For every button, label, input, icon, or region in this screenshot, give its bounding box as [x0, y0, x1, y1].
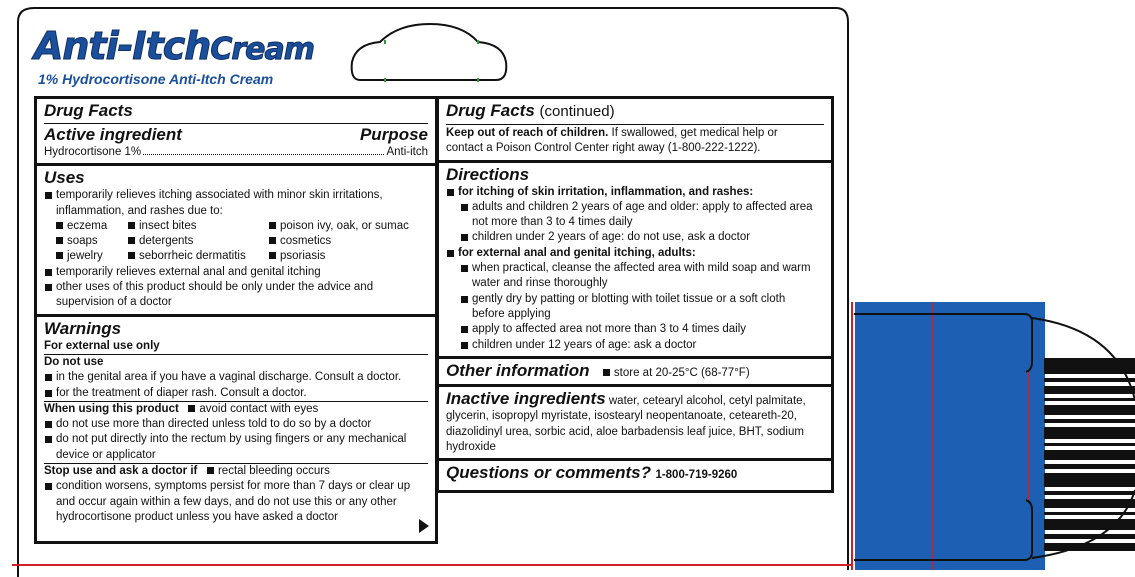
direction-group: for external anal and genital itching, adults: [446, 246, 824, 261]
uses-section [37, 166, 435, 316]
inactive-ingredients-heading: Inactive ingredients [446, 389, 606, 409]
brand-title-cream: Cream [210, 32, 314, 67]
warnings-heading: Warnings [44, 318, 122, 338]
direction-item: children under 2 years of age: do not use, ask a doctor [460, 230, 824, 245]
hang-tab-hole [352, 24, 507, 80]
barcode-icon [1044, 352, 1135, 558]
active-ingredient-section [37, 99, 435, 166]
directions-heading: Directions [446, 164, 530, 184]
drug-facts-panel-left [34, 96, 438, 544]
drug-facts-heading: Drug Facts [44, 101, 133, 120]
other-information-heading: Other information [446, 360, 590, 380]
condition: cosmetics [269, 234, 419, 249]
direction-group: for itching of skin irritation, inflammation, and rashes: [446, 185, 824, 200]
condition: seborrheic dermatitis [128, 249, 269, 264]
ingredient-purpose: Anti-itch [386, 146, 428, 158]
condition: eczema [56, 219, 128, 234]
drug-facts-panel-right [436, 96, 834, 493]
drug-facts-continued-heading: Drug Facts (continued) [446, 101, 615, 120]
condition: detergents [128, 234, 269, 249]
when-using-row: When using this product avoid contact with eyes [44, 402, 319, 415]
storage-text: store at 20-25°C (68-77°F) [613, 366, 750, 379]
keep-out-section [439, 99, 831, 163]
conditions-list [44, 219, 428, 265]
questions-heading: Questions or comments? [446, 463, 651, 483]
condition: psoriasis [269, 249, 419, 264]
keep-out-text: Keep out of reach of children. If swallowed, get medical help or contact a Poison Control Center right away (1-800-222-1222). [446, 127, 778, 155]
direction-item: gently dry by patting or blotting with toilet tissue or a soft cloth before applying [460, 292, 824, 323]
direction-item: adults and children 2 years of age and older: apply to affected area not more than 3 to 4 times daily [460, 200, 824, 231]
uses-item: other uses of this product should be only under the advice and supervision of a doctor [44, 280, 428, 311]
warning-item: condition worsens, symptoms persist for more than 7 days or clear up and occur again within a few days, and do not use this or any other hydrocortisone product unless you have asked a doctor [44, 479, 428, 525]
condition: insect bites [128, 219, 269, 234]
active-ingredient-label: Active ingredient [44, 125, 182, 144]
other-information-section [439, 359, 831, 387]
do-not-use-heading: Do not use [44, 355, 104, 368]
ingredient-name: Hydrocortisone 1% [44, 146, 142, 158]
uses-heading: Uses [44, 168, 85, 188]
brand-logo [34, 26, 314, 87]
uses-item: temporarily relieves itching associated with minor skin irritations, inflammation, and rashes due to: [44, 188, 428, 219]
condition: jewelry [56, 249, 128, 264]
condition: poison ivy, oak, or sumac [269, 219, 419, 234]
direction-item: apply to affected area not more than 3 to 4 times daily [460, 322, 824, 337]
warning-item: do not use more than directed unless told to do so by a doctor [44, 417, 428, 432]
brand-title [34, 26, 314, 70]
brand-title-main: Anti-Itch [34, 24, 211, 68]
external-use-note: For external use only [44, 339, 160, 352]
ingredient-row [44, 145, 428, 160]
directions-section [439, 163, 831, 359]
continue-arrow-icon [419, 519, 429, 533]
inactive-ingredients-section: Inactive ingredients water, cetearyl alcohol, cetyl palmitate, glycerin, isopropyl myristate, isostearyl neopentanoate, ceteareth-20, diazolidinyl urea, sorbic acid, aloe barbadensis leaf juice, BHT, sodium hydroxide [439, 387, 831, 461]
uses-item: temporarily relieves external anal and genital itching [44, 265, 428, 280]
condition: soaps [56, 234, 128, 249]
warnings-section [37, 317, 435, 540]
questions-phone: 1-800-719-9260 [655, 469, 738, 482]
questions-section [439, 461, 831, 486]
warning-item: in the genital area if you have a vaginal discharge. Consult a doctor. [44, 370, 428, 385]
stop-use-row: Stop use and ask a doctor if rectal bleeding occurs [44, 465, 330, 478]
direction-item: when practical, cleanse the affected area with mild soap and warm water and rinse thoroughly [460, 261, 824, 292]
purpose-label: Purpose [359, 125, 428, 144]
warning-item: for the treatment of diaper rash. Consult a doctor. [44, 386, 428, 401]
brand-subtitle: 1% Hydrocortisone Anti-Itch Cream [38, 71, 274, 87]
direction-item: children under 12 years of age: ask a doctor [460, 338, 824, 353]
warning-item: do not put directly into the rectum by using fingers or any mechanical device or applicator [44, 432, 428, 463]
